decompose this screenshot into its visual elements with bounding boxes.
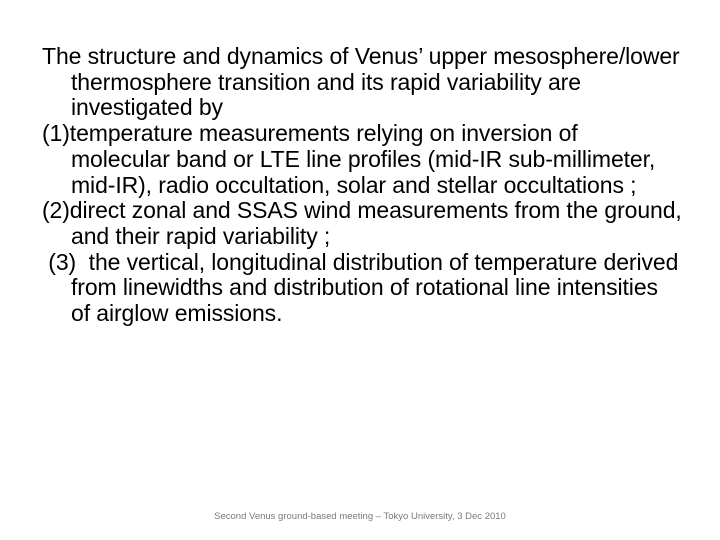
item-3-paragraph: (3) the vertical, longitudinal distribution of temperature derived from linewidths and distribution of rotational line intensities of airglow emissions. xyxy=(42,248,685,327)
slide-body xyxy=(42,43,685,327)
item-1-paragraph: (1)temperature measurements relying on inversion of molecular band or LTE line profiles (mid-IR sub-millimeter, mid-IR), radio occultation, solar and stellar occultations ; xyxy=(42,120,656,198)
slide-footer: Second Venus ground-based meeting – Tokyo University, 3 Dec 2010 xyxy=(214,511,506,522)
item-2-paragraph: (2)direct zonal and SSAS wind measurements from the ground, and their rapid variability ; xyxy=(42,197,682,249)
intro-paragraph: The structure and dynamics of Venus’ upper mesosphere/lower thermosphere transition and its rapid variability are investigated by xyxy=(42,43,680,121)
